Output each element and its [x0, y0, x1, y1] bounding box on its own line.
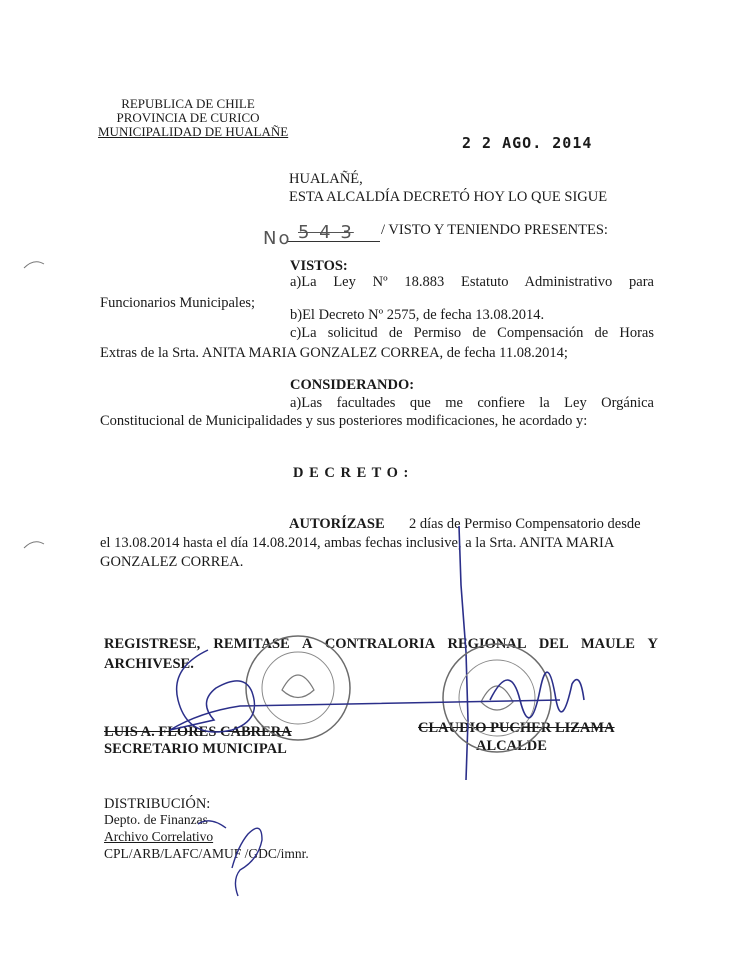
- distribucion-title: DISTRIBUCIÓN:: [104, 796, 211, 812]
- decreto-title: D E C R E T O :: [293, 465, 410, 481]
- secretary-name: LUIS A. FLORES CABRERA: [104, 724, 292, 740]
- punch-hole-mark: [24, 262, 44, 268]
- secretary-stamp: [246, 636, 350, 740]
- considerando-a-line1: a)Las facultades que me confiere la Ley Orgánica: [290, 395, 654, 411]
- distribucion-item-finanzas: Depto. de Finanzas: [104, 812, 208, 827]
- header-province: PROVINCIA DE CURICO: [116, 110, 260, 125]
- header-republic: REPUBLICA DE CHILE: [121, 96, 255, 111]
- decree-number: 5 4 3: [298, 222, 354, 243]
- autorizase-line3: GONZALEZ CORREA.: [100, 554, 244, 570]
- distribucion-item-initials: CPL/ARB/LAFC/AMUF /GDC/imnr.: [104, 846, 309, 861]
- date-stamp: 2 2 AGO. 2014: [462, 134, 593, 152]
- vistos-a-line2: Funcionarios Municipales;: [100, 295, 256, 311]
- vistos-c-line2: Extras de la Srta. ANITA MARIA GONZALEZ CORREA, de fecha 11.08.2014;: [100, 345, 568, 361]
- intro-line: ESTA ALCALDÍA DECRETÓ HOY LO QUE SIGUE: [289, 189, 608, 205]
- city-line: HUALAÑÉ,: [289, 171, 363, 187]
- vistos-a-line1: a)La Ley Nº 18.883 Estatuto Administrativo para: [290, 274, 654, 290]
- vistos-b: b)El Decreto Nº 2575, de fecha 13.08.2014.: [290, 307, 545, 323]
- autorizase-word: AUTORÍZASE: [289, 516, 385, 532]
- vistos-title: VISTOS:: [290, 258, 348, 274]
- mayor-name: CLAUDIO PUCHER LIZAMA: [418, 720, 615, 736]
- considerando-title: CONSIDERANDO:: [290, 377, 415, 393]
- initials-signature: [198, 821, 262, 896]
- autorizase-line1: 2 días de Permiso Compensatorio desde: [409, 516, 641, 532]
- header-municipality: MUNICIPALIDAD DE HUALAÑE: [98, 124, 289, 139]
- visto-line: / VISTO Y TENIENDO PRESENTES:: [381, 222, 608, 238]
- secretary-title: SECRETARIO MUNICIPAL: [104, 741, 287, 757]
- autorizase-line2: el 13.08.2014 hasta el día 14.08.2014, ambas fechas inclusive, a la Srta. ANITA MARIA: [100, 535, 615, 551]
- registrese-line2: ARCHIVESE.: [104, 656, 194, 672]
- distribucion-item-archivo: Archivo Correlativo: [104, 829, 214, 844]
- secretary-signature: [170, 650, 560, 732]
- mayor-stamp: [443, 644, 551, 752]
- mayor-signature: [490, 672, 584, 718]
- registrese-line1: REGISTRESE, REMITASE A CONTRALORIA REGIONAL DEL MAULE Y: [104, 636, 658, 652]
- punch-hole-mark: [24, 542, 44, 548]
- vistos-c-line1: c)La solicitud de Permiso de Compensación de Horas: [290, 325, 654, 341]
- mayor-title: ALCALDE: [476, 738, 547, 754]
- decree-number-prefix: No: [263, 228, 292, 249]
- considerando-a-line2: Constitucional de Municipalidades y sus posteriores modificaciones, he acordado y:: [100, 413, 588, 429]
